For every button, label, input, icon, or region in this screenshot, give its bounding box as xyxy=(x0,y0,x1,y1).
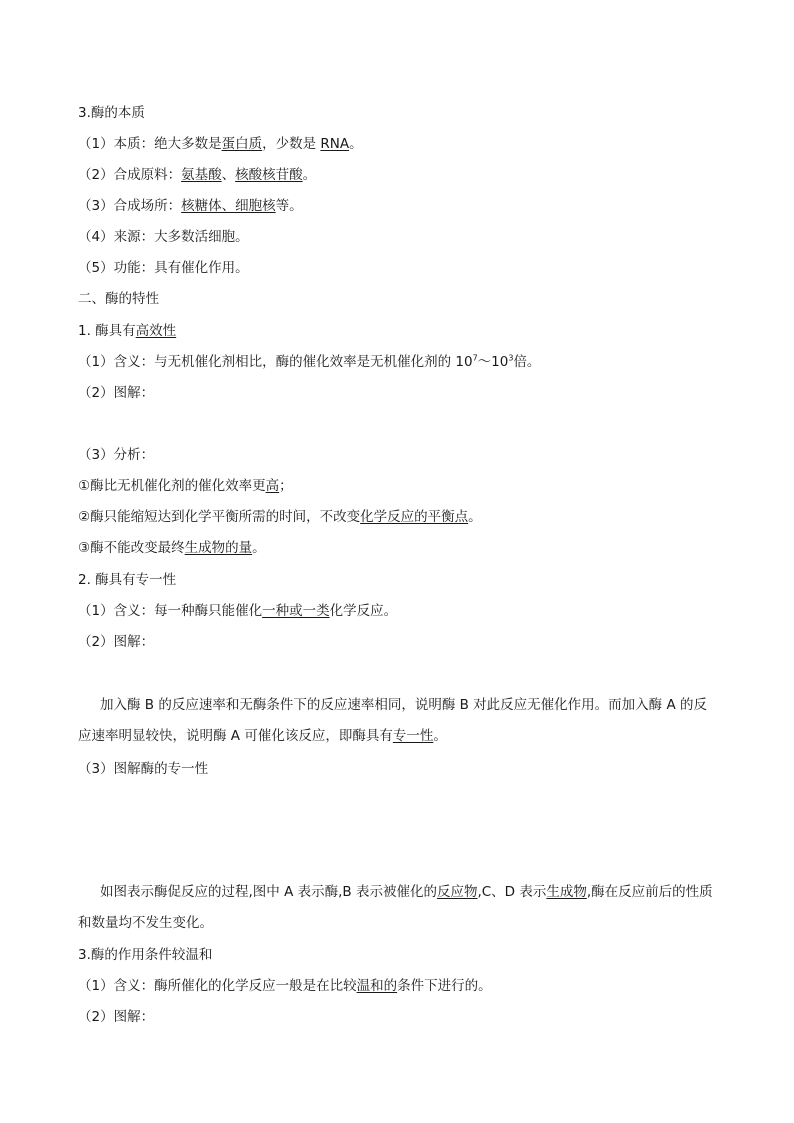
underlined-term: 化学反应的平衡点 xyxy=(360,509,469,525)
analysis-point-3 xyxy=(78,538,266,558)
text: 倍。 xyxy=(513,354,541,370)
text: 等。 xyxy=(275,198,303,214)
text: ①酶比无机催化剂的催化效率更 xyxy=(78,478,266,494)
text: ； xyxy=(279,478,293,494)
analysis-point-2 xyxy=(78,507,482,527)
underlined-term: 蛋白质 xyxy=(221,136,263,152)
text: 。 xyxy=(252,540,266,556)
text: ②酶只能缩短达到化学平衡所需的时间，不改变 xyxy=(78,509,361,525)
superscript: 3 xyxy=(508,353,514,363)
mild-meaning-line xyxy=(78,976,492,996)
text: 、 xyxy=(221,167,236,183)
text: （2）合成原料： xyxy=(78,167,182,183)
underlined-term: 核酸核苷酸 xyxy=(235,167,303,183)
text: （5）功能：具有催化作用。 xyxy=(78,260,249,276)
text: 如图表示酶促反应的过程,图中 A 表示酶,B 表示被催化的 xyxy=(100,884,437,900)
text: （2）图解： xyxy=(78,634,155,650)
text: 。 xyxy=(349,136,363,152)
mild-diagram-label xyxy=(78,1007,154,1027)
text: （1）本质：绝大多数是 xyxy=(78,136,222,152)
underlined-term: 反应物 xyxy=(436,884,478,900)
specificity-explanation-paragraph xyxy=(78,690,718,752)
analysis-point-1 xyxy=(78,476,293,496)
text: （2）图解： xyxy=(78,385,155,401)
underlined-term: RNA xyxy=(320,136,350,152)
underlined-term: 专一性 xyxy=(392,728,434,744)
text: （3）合成场所： xyxy=(78,198,182,214)
text: ,酶在反应前后的性质和数量均不发生变化。 xyxy=(78,884,713,931)
underlined-term: 高效性 xyxy=(135,323,177,339)
text: （3）分析： xyxy=(78,447,155,463)
efficiency-diagram-label xyxy=(78,383,154,403)
nature-line xyxy=(78,134,363,154)
text: （1）含义：与无机催化剂相比，酶的催化效率是无机催化剂的 10 xyxy=(78,354,473,370)
underlined-term: 生成物 xyxy=(546,884,587,900)
function-line xyxy=(78,258,249,278)
text: 1. 酶具有 xyxy=(78,323,136,339)
underlined-term: 高 xyxy=(265,478,280,494)
synthesis-site-line xyxy=(78,196,303,216)
analysis-label xyxy=(78,445,154,465)
text: ～10 xyxy=(477,354,509,370)
text: ,C、D 表示 xyxy=(477,884,547,900)
text: ③酶不能改变最终 xyxy=(78,540,185,556)
text: ，少数是 xyxy=(262,136,321,152)
source-line xyxy=(78,227,249,247)
text: 化学反应。 xyxy=(329,603,398,619)
text: 。 xyxy=(468,509,482,525)
text: （1）含义：每一种酶只能催化 xyxy=(78,603,263,619)
heading-text: 3.酶的作用条件较温和 xyxy=(78,947,213,963)
heading-specificity xyxy=(78,570,176,590)
efficiency-meaning-line xyxy=(78,352,540,372)
reaction-process-paragraph xyxy=(78,877,718,939)
text: （4）来源：大多数活细胞。 xyxy=(78,229,249,245)
heading-mild-conditions xyxy=(78,945,212,965)
underlined-term: 核糖体、细胞核 xyxy=(181,198,276,214)
text: （2）图解： xyxy=(78,1009,155,1025)
superscript: 7 xyxy=(472,353,478,363)
heading-text: 二、酶的特性 xyxy=(78,291,159,307)
text: 加入酶 B 的反应速率和无酶条件下的反应速率相同，说明酶 B 对此反应无催化作用。而加入酶 A 的反应速率明显较快，说明酶 A 可催化该反应，即酶具有 xyxy=(78,697,708,744)
underlined-term: 温和的 xyxy=(356,978,398,994)
text: 。 xyxy=(302,167,317,183)
text: （1）含义：酶所催化的化学反应一般是在比较 xyxy=(78,978,357,994)
section-heading-properties xyxy=(78,289,159,309)
text: 条件下进行的。 xyxy=(397,978,492,994)
specificity-diagram3-label xyxy=(78,759,208,779)
heading-high-efficiency xyxy=(78,321,176,341)
text: （3）图解酶的专一性 xyxy=(78,761,209,777)
underlined-term: 氨基酸 xyxy=(181,167,222,183)
text: 。 xyxy=(433,728,447,744)
specificity-meaning-line xyxy=(78,601,397,621)
underlined-term: 一种或一类 xyxy=(262,603,330,619)
specificity-diagram-label xyxy=(78,632,154,652)
raw-material-line xyxy=(78,165,316,185)
section-heading-enzyme-nature xyxy=(78,103,145,123)
underlined-term: 生成物的量 xyxy=(184,540,253,556)
heading-text: 2. 酶具有专一性 xyxy=(78,572,177,588)
heading-text: 3.酶的本质 xyxy=(78,105,145,121)
